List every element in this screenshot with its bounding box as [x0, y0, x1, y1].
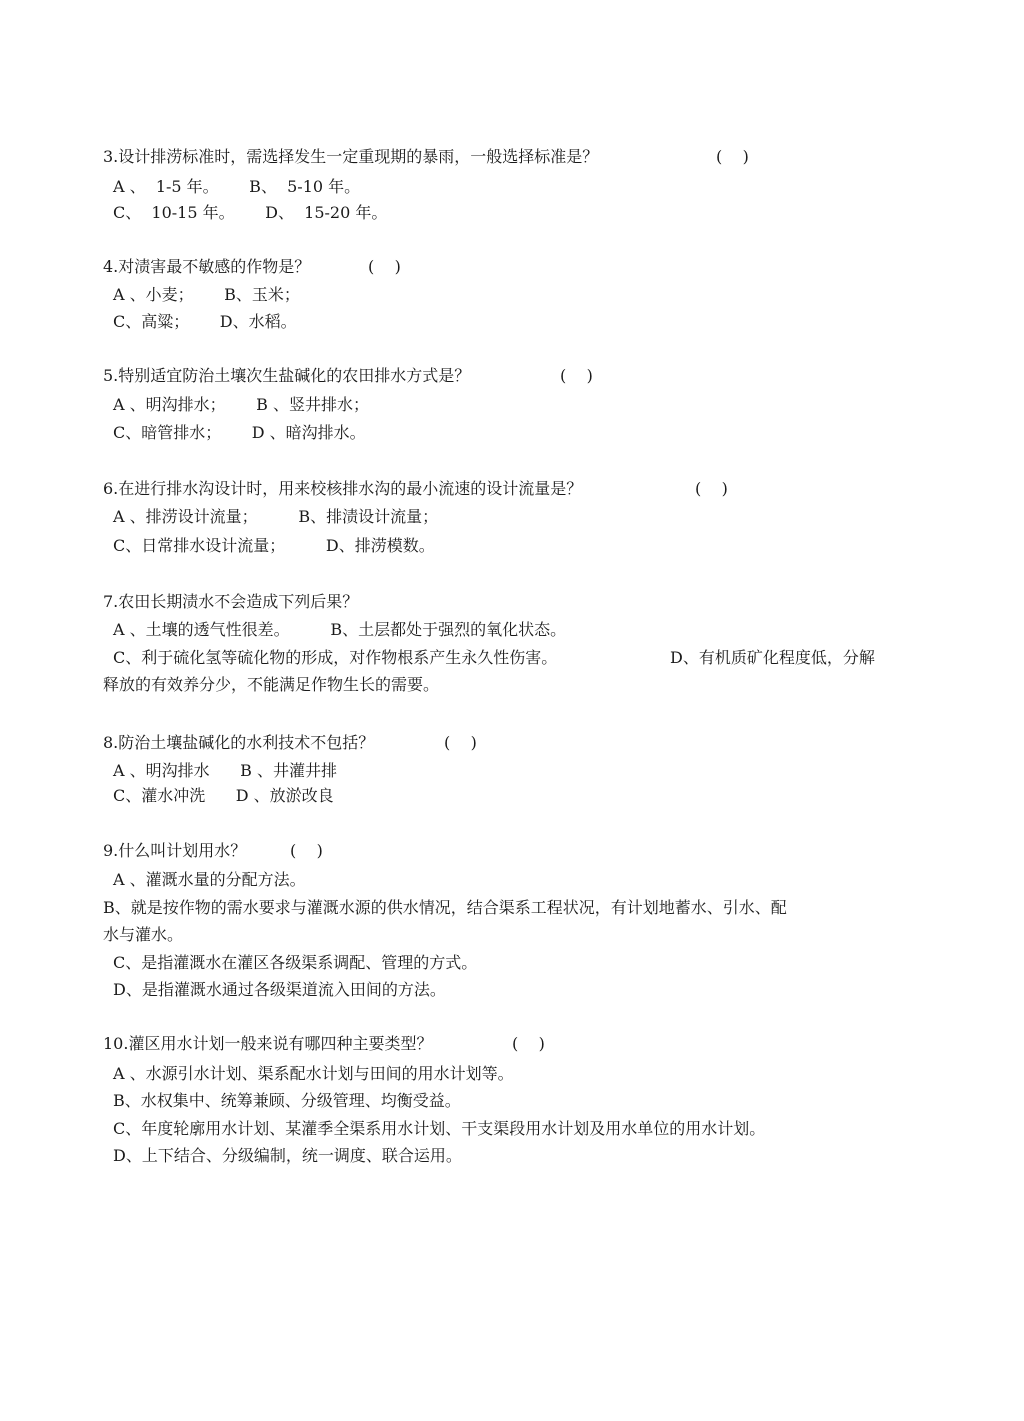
question-8-stem: 8.防治土壤盐碱化的水利技术不包括？: [103, 733, 375, 752]
question-6-options-ab: A 、排涝设计流量； B、排渍设计流量；: [113, 507, 439, 526]
question-7-stem: 7.农田长期渍水不会造成下列后果？: [103, 592, 359, 611]
question-3-answer-blank: ( ): [716, 147, 749, 166]
question-5-options-ab: A 、明沟排水； B 、竖井排水；: [113, 395, 370, 414]
question-9-option-a: A 、灌溉水量的分配方法。: [113, 870, 306, 889]
question-6-stem: 6.在进行排水沟设计时，用来校核排水沟的最小流速的设计流量是？: [103, 479, 583, 498]
question-10-option-c: C、年度轮廓用水计划、某灌季全渠系用水计划、干支渠段用水计划及用水单位的用水计划。: [113, 1119, 766, 1138]
question-7-option-d: D、有机质矿化程度低，分解: [670, 648, 875, 667]
question-9-option-c: C、是指灌溉水在灌区各级渠系调配、管理的方式。: [113, 953, 478, 972]
question-8-answer-blank: ( ): [444, 733, 477, 752]
question-4-options-cd: C、高粱； D、水稻。: [113, 312, 297, 331]
question-6-options-cd: C、日常排水设计流量； D、排涝模数。: [113, 536, 435, 555]
question-9-option-b-continued: 水与灌水。: [103, 925, 184, 944]
question-10-option-d: D、上下结合、分级编制，统一调度、联合运用。: [113, 1146, 462, 1165]
question-5-stem: 5.特别适宜防治土壤次生盐碱化的农田排水方式是？: [103, 366, 471, 385]
question-4-options-ab: A 、小麦； B、玉米；: [113, 285, 300, 304]
question-8-options-cd: C、灌水冲洗 D 、放淤改良: [113, 786, 334, 805]
question-3-stem: 3.设计排涝标准时，需选择发生一定重现期的暴雨，一般选择标准是？: [103, 147, 599, 166]
question-3-options-cd: C、 10-15 年。 D、 15-20 年。: [113, 203, 388, 222]
question-7-option-c: C、利于硫化氢等硫化物的形成，对作物根系产生永久性伤害。: [113, 648, 558, 667]
question-9-option-b: B、就是按作物的需水要求与灌溉水源的供水情况，结合渠系工程状况，有计划地蓄水、引水、配: [103, 898, 787, 917]
question-9-stem: 9.什么叫计划用水？: [103, 841, 247, 860]
question-10-option-b: B、水权集中、统筹兼顾、分级管理、均衡受益。: [113, 1091, 461, 1110]
question-5-answer-blank: ( ): [560, 366, 593, 385]
question-7-option-d-continued: 释放的有效养分少，不能满足作物生长的需要。: [103, 675, 440, 694]
question-4-stem: 4.对渍害最不敏感的作物是？: [103, 257, 311, 276]
question-10-answer-blank: ( ): [512, 1034, 545, 1053]
question-8-options-ab: A 、明沟排水 B 、井灌井排: [113, 761, 338, 780]
question-5-options-cd: C、暗管排水； D 、暗沟排水。: [113, 423, 366, 442]
question-10-stem: 10.灌区用水计划一般来说有哪四种主要类型？: [103, 1034, 433, 1053]
question-3-options-ab: A 、 1-5 年。 B、 5-10 年。: [113, 177, 361, 196]
question-9-answer-blank: ( ): [290, 841, 323, 860]
question-4-answer-blank: ( ): [368, 257, 401, 276]
question-7-options-ab: A 、土壤的透气性很差。 B、土层都处于强烈的氧化状态。: [113, 620, 567, 639]
question-10-option-a: A 、水源引水计划、渠系配水计划与田间的用水计划等。: [113, 1064, 514, 1083]
question-9-option-d: D、是指灌溉水通过各级渠道流入田间的方法。: [113, 980, 446, 999]
question-6-answer-blank: ( ): [695, 479, 728, 498]
